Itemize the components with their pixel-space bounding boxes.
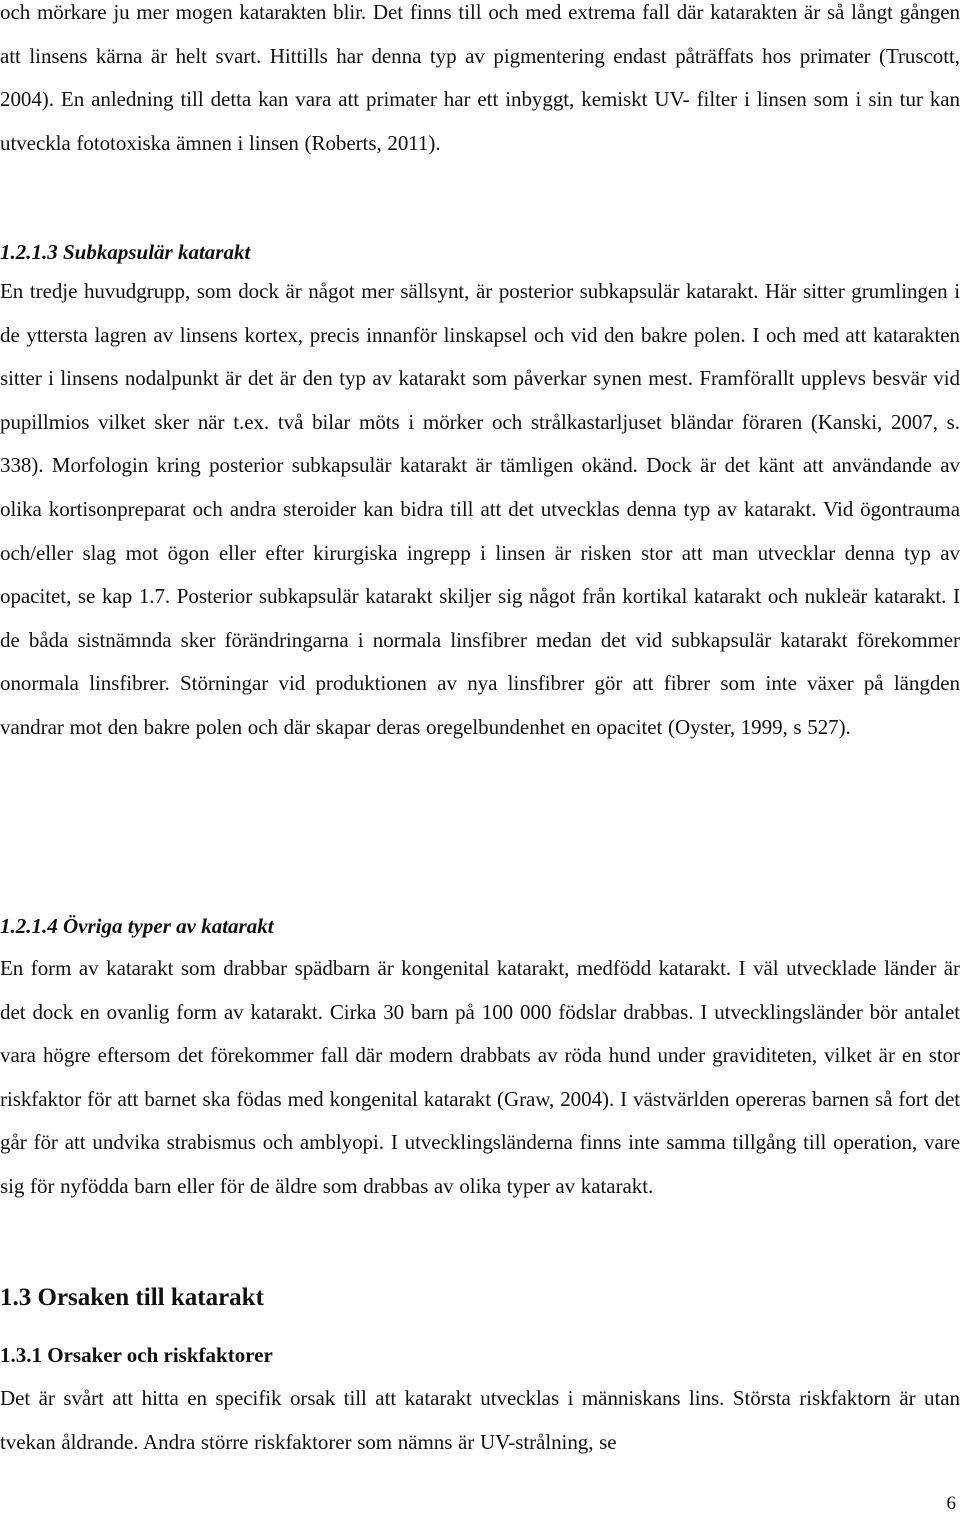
paragraph-orsaker: Det är svårt att hitta en specifik orsak till att katarakt utvecklas i människans lins. Största riskfaktorn är utan tvekan åldrande. Andra större riskfaktorer som nämns är UV-strålning, se	[0, 1386, 960, 1454]
heading-orsaken-till-katarakt: 1.3 Orsaken till katarakt	[0, 1284, 264, 1311]
paragraph-subkapsular: En tredje huvudgrupp, som dock är något mer sällsynt, är posterior subkapsulär katarakt. Här sitter grumlingen i de yttersta lagren av linsens kortex, precis innanför linskapsel och vid den bakre polen. I och med att katarakten sitter i linsens nodalpunkt är det är den typ av katarakt som påverkar synen mest. Framförallt upplevs besvär vid pupillmios vilket sker när t.ex. två bilar möts i mörker och strålkastarljuset bländar föraren (Kanski, 2007, s. 338). Morfologin kring posterior subkapsulär katarakt är tämligen okänd. Dock är det känt att användande av olika kortisonpreparat och andra steroider kan bidra till att det utvecklas denna typ av katarakt. Vid ögontrauma och/eller slag mot ögon eller efter kirurgiska ingrepp i linsen är risken stor att man utvecklar denna typ av opacitet, se kap 1.7. Posterior subkapsulär katarakt skiljer sig något från kortikal katarakt och nukleär katarakt. I de båda sistnämnda sker förändringarna i normala linsfibrer medan det vid subkapsulär katarakt förekommer onormala linsfibrer. Störningar vid produktionen av nya linsfibrer gör att fibrer som inte växer på längden vandrar mot den bakre polen och där skapar deras oregelbundenhet en opacitet (Oyster, 1999, s 527).	[0, 279, 960, 739]
heading-subkapsular-katarakt: 1.2.1.3 Subkapsulär katarakt	[0, 240, 251, 264]
heading-ovriga-typer: 1.2.1.4 Övriga typer av katarakt	[0, 914, 274, 938]
page-number: 6	[946, 1493, 956, 1514]
paragraph-intro: och mörkare ju mer mogen katarakten blir. Det finns till och med extrema fall där katarakten är så långt gången att linsens kärna är helt svart. Hittills har denna typ av pigmentering endast påträffats hos primater (Truscott, 2004). En anledning till detta kan vara att primater har ett inbyggt, kemiskt UV- filter i linsen som i sin tur kan utveckla fototoxiska ämnen i linsen (Roberts, 2011).	[0, 0, 960, 155]
heading-orsaker-och-riskfaktorer: 1.3.1 Orsaker och riskfaktorer	[0, 1343, 273, 1367]
paragraph-ovriga: En form av katarakt som drabbar spädbarn är kongenital katarakt, medfödd katarakt. I väl utvecklade länder är det dock en ovanlig form av katarakt. Cirka 30 barn på 100 000 födslar drabbas. I utvecklingsländer bör antalet vara högre eftersom det förekommer fall där modern drabbats av röda hund under graviditeten, vilket är en stor riskfaktor för att barnet ska födas med kongenital katarakt (Graw, 2004). I västvärlden opereras barnen så fort det går för att undvika strabismus och amblyopi. I utvecklingsländerna finns inte samma tillgång till operation, vare sig för nyfödda barn eller för de äldre som drabbas av olika typer av katarakt.	[0, 956, 960, 1198]
